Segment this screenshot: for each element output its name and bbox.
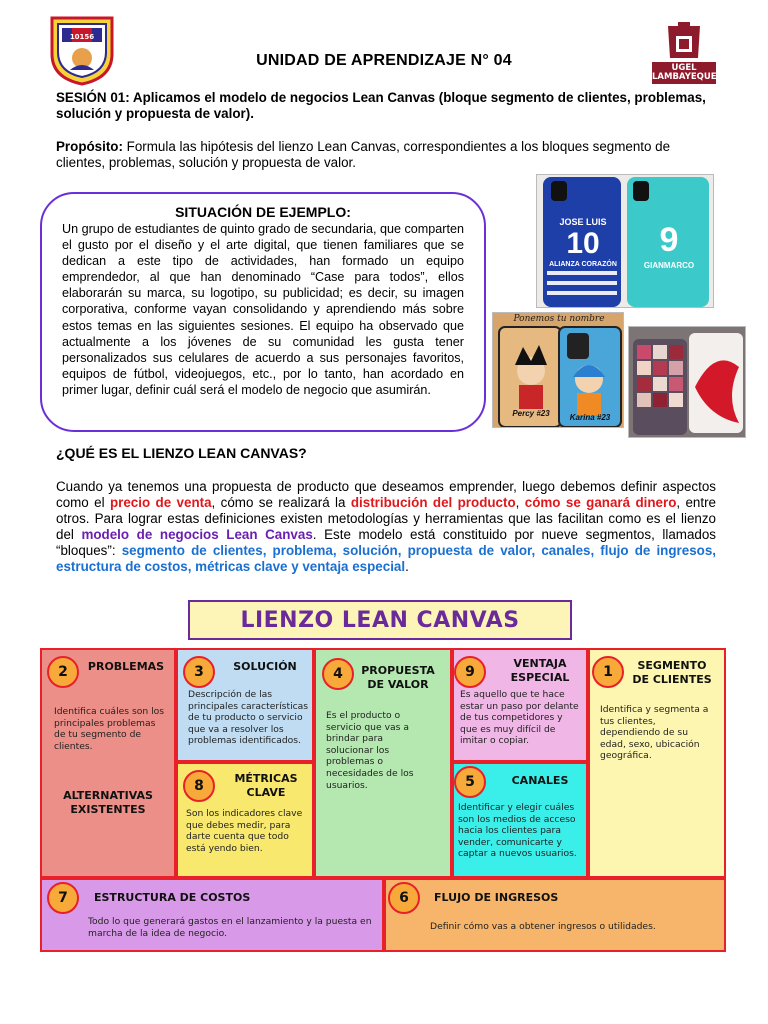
para-text-1: Cuando ya tenemos una propuesta de producto que deseamos emprender, luego debemos definir aspectos como el xyxy=(56,479,716,510)
lean-canvas-description xyxy=(56,479,716,575)
block-number-badge: 9 xyxy=(454,656,486,688)
para-text-3: , xyxy=(515,495,525,510)
block-description: Son los indicadores clave que debes medir, para darte cuenta que todo está yendo bien. xyxy=(186,808,303,854)
purpose-text: Formula las hipótesis del lienzo Lean Canvas, correspondientes a los bloques segmento de clientes, problemas, solución y propuesta de valor. xyxy=(56,139,671,170)
block-subtitle: ALTERNATIVAS EXISTENTES xyxy=(63,789,153,816)
para-text-4: , entre otros. Para lograr estas definiciones existen metodologías y herramientas que las facilitan como es el lienzo del xyxy=(56,495,717,542)
phone-cases-anime-photo xyxy=(492,312,624,428)
ugel-logo-text: UGEL LAMBAYEQUE xyxy=(652,63,717,82)
canvas-title-box xyxy=(188,600,572,640)
canvas-title: LIENZO LEAN CANVAS xyxy=(240,607,520,633)
block-description: Todo lo que generará gastos en el lanzamiento y la puesta en marcha de la idea de negocio. xyxy=(88,916,372,939)
case2-name: GIANMARCO xyxy=(643,261,695,270)
block-description: Es el producto o servicio que vas a brindar para solucionar los problemas o necesidades de los usuarios. xyxy=(326,710,414,791)
case3-caption: Ponemos tu nombre xyxy=(513,314,605,324)
page-title: UNIDAD DE APRENDIZAJE N° 04 xyxy=(256,52,512,69)
block-number-badge: 3 xyxy=(183,656,215,688)
block-description: Es aquello que te hace estar un paso por delante de tus competidores y que es muy difícil de imitar o copiar. xyxy=(460,689,579,747)
svg-text:10156: 10156 xyxy=(69,33,95,41)
ugel-logo xyxy=(648,18,720,86)
purpose-label: Propósito: xyxy=(56,139,123,154)
para-text-6: . xyxy=(405,559,409,574)
highlight-distribucion: distribución del producto xyxy=(350,495,516,510)
block-estructura-costos xyxy=(40,878,384,952)
phone-cases-football-photo xyxy=(536,174,714,308)
case1-number: 10 xyxy=(566,227,600,260)
block-flujo-ingresos xyxy=(384,878,726,952)
block-number-badge: 5 xyxy=(454,766,486,798)
block-number-badge: 7 xyxy=(47,882,79,914)
block-title: SEGMENTO DE CLIENTES xyxy=(632,659,712,686)
highlight-modelo: modelo de negocios Lean Canvas xyxy=(81,527,313,542)
block-description: Identifica cuáles son los principales problemas de tu segmento de clientes. xyxy=(54,706,165,752)
block-title: VENTAJA ESPECIAL xyxy=(510,657,570,684)
block-title: PROPUESTA DE VALOR xyxy=(361,664,435,691)
case1-team: ALIANZA CORAZÓN xyxy=(549,261,617,268)
block-title: PROBLEMAS xyxy=(87,660,165,673)
highlight-bloques: segmento de clientes, problema, solución, propuesta de valor, canales, flujo de ingresos, estructura de costos, métricas clave y ventaja especial xyxy=(56,543,716,574)
block-number-badge: 2 xyxy=(47,656,79,688)
school-logo xyxy=(48,14,116,86)
block-number-badge: 8 xyxy=(183,770,215,802)
phone-cases-collage-photo xyxy=(628,326,746,438)
highlight-dinero: cómo se ganará dinero xyxy=(524,495,677,510)
case2-number: 9 xyxy=(659,221,679,259)
block-title: CANALES xyxy=(511,774,569,787)
block-description: Identifica y segmenta a tus clientes, dependiendo de su edad, sexo, ubicación geográfica. xyxy=(600,704,709,762)
case3-name1: Percy #23 xyxy=(512,409,550,418)
block-number-badge: 6 xyxy=(388,882,420,914)
session-heading: SESIÓN 01: Aplicamos el modelo de negocios Lean Canvas (bloque segmento de clientes, problemas, solución y propuesta de valor). xyxy=(56,90,706,121)
highlight-precio: precio de venta xyxy=(109,495,212,510)
case3-name2: Karina #23 xyxy=(569,413,611,422)
case1-name: JOSE LUIS xyxy=(559,217,607,227)
block-description: Descripción de las principales características de tu producto o servicio que va a resolver los problemas identificados. xyxy=(188,689,309,747)
situation-text: Un grupo de estudiantes de quinto grado de secundaria, que comparten el gusto por el diseño y el arte digital, que tienen familiares que se dedican a este tipo de actividades, han formado un equipo emprendedor, al que han denominado “Case para todos”, ellos elaborarán su marca, su logotipo, su publicidad; es decir, su imagen corporativa, conforme vayan consolidando y aprendiendo más sobre estos temas en las siguientes sesiones. El equipo ha observado que actualmente a los jóvenes de su comunidad les gusta tener personalizados sus celulares de acuerdo a sus personajes favoritos, equipos de fútbol, videojuegos, etc., por lo tanto, han acordado en primer lugar, definir cuál será el modelo de negocio que asumirán. xyxy=(62,222,464,397)
block-title: SOLUCIÓN xyxy=(233,660,297,673)
block-description: Definir cómo vas a obtener ingresos o utilidades. xyxy=(430,921,656,932)
block-description: Identificar y elegir cuáles son los medios de acceso hacia los clientes para vender, comunicarte y captar a nuevos usuarios. xyxy=(458,802,577,860)
situation-title: SITUACIÓN DE EJEMPLO: xyxy=(175,204,351,220)
block-title: MÉTRICAS CLAVE xyxy=(234,772,298,799)
purpose xyxy=(56,139,716,171)
block-number-badge: 4 xyxy=(322,658,354,690)
block-title: FLUJO DE INGRESOS xyxy=(434,891,559,904)
block-title: ESTRUCTURA DE COSTOS xyxy=(94,891,251,904)
block-number-badge: 1 xyxy=(592,656,624,688)
section-heading-lean-canvas: ¿QUÉ ES EL LIENZO LEAN CANVAS? xyxy=(56,445,307,461)
para-text-5: . Este modelo está constituido por nueve segmentos, llamados “bloques”: xyxy=(56,527,716,558)
para-text-2: , cómo se realizará la xyxy=(211,495,351,510)
